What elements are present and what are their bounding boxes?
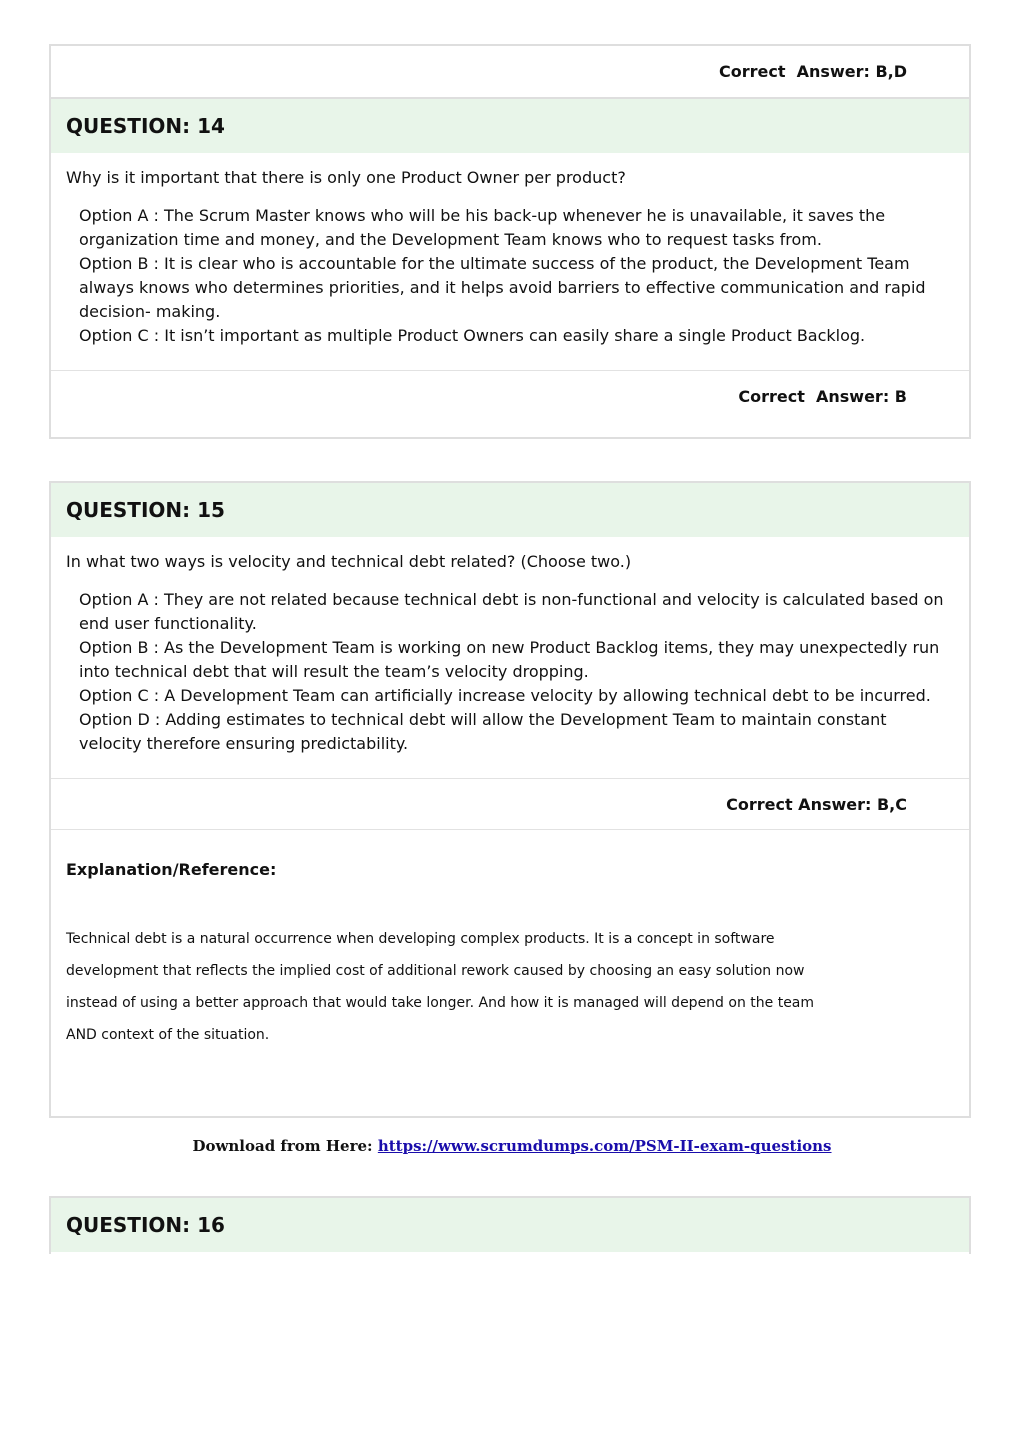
option-b: Option B : As the Development Team is working on new Product Backlog items, they may unexpectedly run into technical debt that will result the team’s velocity dropping. xyxy=(79,638,940,681)
explanation-line: development that reflects the implied cost of additional rework caused by choosing an easy solution now xyxy=(66,963,805,979)
question-body xyxy=(51,153,969,370)
correct-answer: Correct Answer: B xyxy=(738,386,907,406)
prev-answer-card xyxy=(49,44,971,100)
download-line xyxy=(0,1137,1024,1155)
explanation-section xyxy=(51,830,969,1075)
correct-answer: Correct Answer: B,C xyxy=(726,794,907,814)
explanation-title: Explanation/Reference: xyxy=(66,860,277,879)
question-card-15 xyxy=(49,481,971,1118)
question-text: In what two ways is velocity and technical debt related? (Choose two.) xyxy=(66,552,632,571)
download-label: Download from Here: xyxy=(192,1137,373,1155)
option-list xyxy=(66,588,954,756)
option-list xyxy=(66,204,954,348)
question-card-14 xyxy=(49,97,971,439)
question-title: QUESTION: 15 xyxy=(51,483,969,537)
correct-answer: Correct Answer: B,D xyxy=(719,61,907,81)
explanation-line: instead of using a better approach that would take longer. And how it is managed will depend on the team xyxy=(66,995,815,1011)
explanation-line: AND context of the situation. xyxy=(66,1027,270,1043)
option-c: Option C : A Development Team can artificially increase velocity by allowing technical debt to be incurred. xyxy=(79,686,931,705)
option-d: Option D : Adding estimates to technical debt will allow the Development Team to maintain constant velocity therefore ensuring predictability. xyxy=(79,710,887,753)
question-body xyxy=(51,537,969,778)
option-a: Option A : They are not related because technical debt is non-functional and velocity is calculated based on end user functionality. xyxy=(79,590,944,633)
question-title: QUESTION: 16 xyxy=(51,1198,969,1252)
download-link[interactable]: https://www.scrumdumps.com/PSM-II-exam-questions xyxy=(377,1137,832,1155)
explanation-line: Technical debt is a natural occurrence when developing complex products. It is a concept in software xyxy=(66,931,775,947)
question-text: Why is it important that there is only one Product Owner per product? xyxy=(66,168,626,187)
option-c: Option C : It isn’t important as multiple Product Owners can easily share a single Product Backlog. xyxy=(79,326,866,345)
option-b: Option B : It is clear who is accountable for the ultimate success of the product, the Development Team always knows who determines priorities, and it helps avoid barriers to effective communication and rapid decision- making. xyxy=(79,254,926,321)
question-card-16 xyxy=(49,1196,971,1254)
option-a: Option A : The Scrum Master knows who will be his back-up whenever he is unavailable, it saves the organization time and money, and the Development Team knows who to request tasks from. xyxy=(79,206,886,249)
question-title: QUESTION: 14 xyxy=(51,99,969,153)
